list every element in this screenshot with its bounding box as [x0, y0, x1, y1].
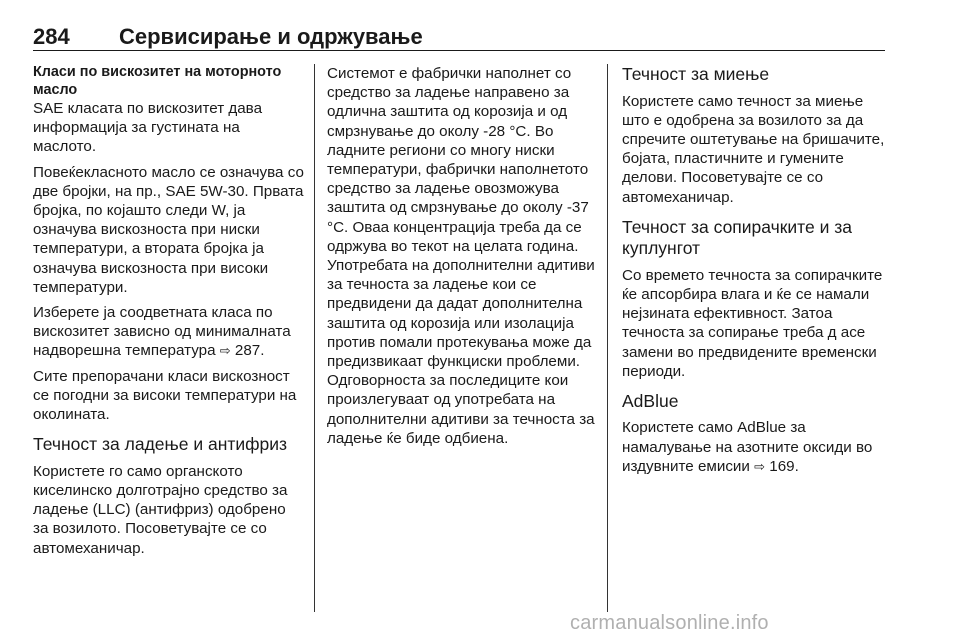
page-number: 284 [33, 24, 70, 49]
section-heading: Течност за сопирачките и за куплунгот [622, 216, 852, 259]
page-reference-link[interactable]: 169 [769, 457, 795, 475]
paragraph: Системот е фабрички наполнет со средство за ладење направено за одлична заштита од корозија и од смрзнување до околу -28 °C. Во ладните региони со многу ниски температури, фабрички наполнетото средство за ладење овозможува заштита од смрзнување до околу -37 °C. Оваа концентрација треба да се одржува во текот на целата година. Употребата на дополнителни адитиви за течноста за ладење кои се предвидени да дадат дополнителна заштита од корозија или изолација против помали протекувања може да предизвикаат функциски проблеми. Одговорноста за последиците кои произлегуваат од употребата на дополнителни адитиви за течноста за ладење ќе биде одбиена. [327, 65, 595, 447]
section-heading: Течност за миење [622, 64, 770, 84]
paragraph: Користете само течност за миење што е одобрена за возилото за да спречите оштетување на бришачите, бојата, пластичните и гумените делови. Посоветувајте се со автомеханичар. [622, 92, 885, 206]
paragraph: Користете само AdBlue за намалување на азотните оксиди во издувните емисии ⇨ 169. [622, 419, 873, 475]
paragraph-text: Изберете ја соодветната класа по вискозитет зависно од минималната надворешна температура [33, 304, 291, 360]
column-divider [607, 64, 608, 612]
header-divider [33, 50, 885, 51]
column-left [33, 64, 305, 558]
page-reference-link[interactable]: 287 [234, 342, 261, 360]
paragraph: Со времето течноста за сопирачките ќе апсорбира влага и ќе се намали нејзината ефективност. Затоа течноста за сопирање треба д асе замени во предвидените временски периоди. [622, 266, 883, 380]
paragraph: Сите препорачани класи вискозност се погодни за високи температури на околината. [33, 367, 297, 424]
page-title: Сервисирање и одржување [119, 24, 423, 49]
section-heading: AdBlue [622, 390, 679, 411]
paragraph: Користете го само органското киселинско долготрајно средство за ладење (LLC) (антифриз) одобрено за возилото. Посоветувајте се со автомеханичар. [33, 462, 288, 557]
arrow-right-icon: ⇨ [754, 458, 766, 474]
section-subheading: Класи по вискозитет на моторното масло [33, 64, 282, 98]
paragraph-text: Користете само AdBlue за намалување на азотните оксиди во издувните емисии [622, 419, 873, 475]
page-header [33, 24, 885, 50]
column-right [622, 64, 892, 476]
paragraph: SAE класата по вискозитет дава информација за густината на маслото. [33, 100, 263, 156]
paragraph: Повеќекласното масло се означува со две бројки, на пр., SAE 5W-30. Првата бројка, по којашто следи W, ја означува вискозноста при ниски температури, а втората бројка ја означува вискозноста при високи температури. [33, 163, 304, 296]
column-middle [327, 64, 595, 448]
arrow-right-icon: ⇨ [219, 343, 231, 359]
column-divider [314, 64, 315, 612]
section-heading: Течност за ладење и антифриз [33, 434, 288, 455]
paragraph: Изберете ја соодветната класа по вискозитет зависно од минималната надворешна температура ⇨ 287. [33, 304, 291, 360]
watermark: carmanualsonline.info [570, 612, 769, 634]
